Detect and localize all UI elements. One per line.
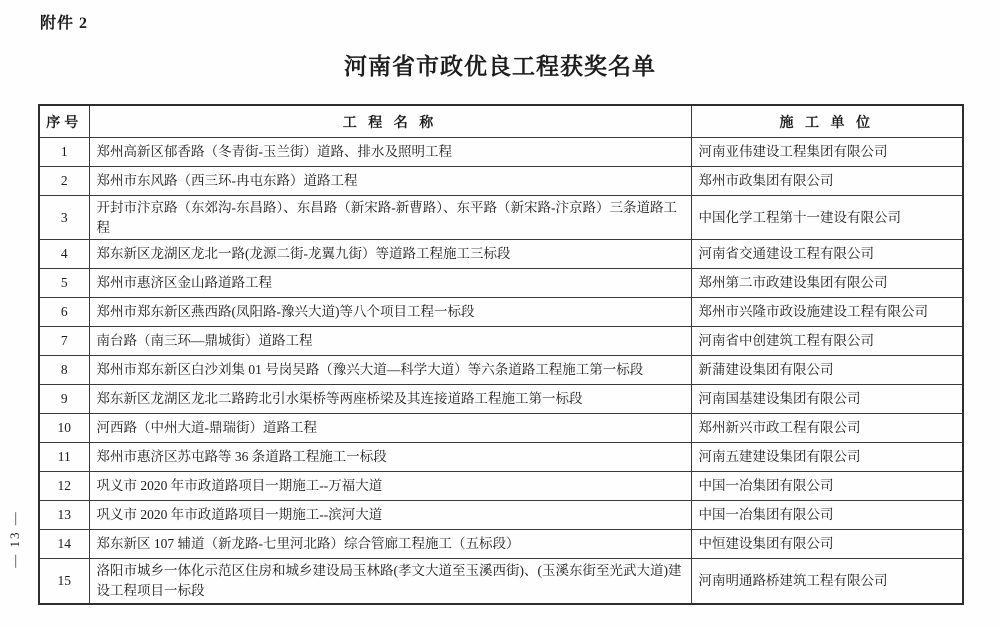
index-cell: 1: [39, 138, 89, 167]
header-unit: 施 工 单 位: [691, 105, 963, 138]
index-cell: 14: [39, 530, 89, 559]
unit-cell: 郑州第二市政建设集团有限公司: [691, 269, 963, 298]
unit-cell: 中恒建设集团有限公司: [691, 530, 963, 559]
project-cell: 郑州市郑东新区燕西路(凤阳路-豫兴大道)等八个项目工程一标段: [89, 298, 691, 327]
table-row: [39, 298, 963, 327]
table-row: [39, 385, 963, 414]
index-cell: 12: [39, 472, 89, 501]
unit-cell: 新蒲建设集团有限公司: [691, 356, 963, 385]
project-cell: 郑州市惠济区金山路道路工程: [89, 269, 691, 298]
project-cell: 郑东新区 107 辅道（新龙路-七里河北路）综合管廊工程施工（五标段）: [89, 530, 691, 559]
project-cell: 郑州市东风路（西三环-冉屯东路）道路工程: [89, 167, 691, 196]
unit-cell: 河南国基建设集团有限公司: [691, 385, 963, 414]
index-cell: 5: [39, 269, 89, 298]
index-cell: 3: [39, 196, 89, 240]
table-row: [39, 414, 963, 443]
unit-cell: 郑州市兴隆市政设施建设工程有限公司: [691, 298, 963, 327]
header-index: 序号: [39, 105, 89, 138]
page-number: — 13 —: [7, 510, 22, 568]
table-row: [39, 472, 963, 501]
unit-cell: 中国一冶集团有限公司: [691, 472, 963, 501]
table-row: [39, 559, 963, 604]
table-row: [39, 240, 963, 269]
page-title: 河南省市政优良工程获奖名单: [344, 54, 656, 79]
table-body: [39, 138, 963, 604]
index-cell: 2: [39, 167, 89, 196]
index-cell: 8: [39, 356, 89, 385]
table-row: [39, 167, 963, 196]
table-row: [39, 530, 963, 559]
project-cell: 巩义市 2020 年市政道路项目一期施工--万福大道: [89, 472, 691, 501]
index-cell: 10: [39, 414, 89, 443]
unit-cell: 河南五建建设集团有限公司: [691, 443, 963, 472]
index-cell: 13: [39, 501, 89, 530]
project-cell: 郑州市惠济区苏屯路等 36 条道路工程施工一标段: [89, 443, 691, 472]
unit-cell: 河南省交通建设工程有限公司: [691, 240, 963, 269]
table-row: [39, 196, 963, 240]
awards-table: [38, 104, 964, 605]
project-cell: 郑州高新区郁香路（冬青街-玉兰街）道路、排水及照明工程: [89, 138, 691, 167]
index-cell: 4: [39, 240, 89, 269]
table-header-row: [39, 105, 963, 138]
project-cell: 开封市汴京路（东郊沟-东昌路）、东昌路（新宋路-新曹路）、东平路（新宋路-汴京路）三条道路工程: [89, 196, 691, 240]
index-cell: 7: [39, 327, 89, 356]
unit-cell: 中国一冶集团有限公司: [691, 501, 963, 530]
project-cell: 郑东新区龙湖区龙北一路(龙源二街-龙翼九街）等道路工程施工三标段: [89, 240, 691, 269]
unit-cell: 郑州市政集团有限公司: [691, 167, 963, 196]
unit-cell: 中国化学工程第十一建设有限公司: [691, 196, 963, 240]
unit-cell: 郑州新兴市政工程有限公司: [691, 414, 963, 443]
index-cell: 11: [39, 443, 89, 472]
index-cell: 9: [39, 385, 89, 414]
table-row: [39, 501, 963, 530]
project-cell: 洛阳市城乡一体化示范区住房和城乡建设局玉林路(孝文大道至玉溪西街)、(玉溪东街至光武大道)建设工程项目一标段: [89, 559, 691, 604]
project-cell: 郑州市郑东新区白沙刘集 01 号岗吴路（豫兴大道—科学大道）等六条道路工程施工第一标段: [89, 356, 691, 385]
project-cell: 河西路（中州大道-鼎瑞街）道路工程: [89, 414, 691, 443]
unit-cell: 河南省中创建筑工程有限公司: [691, 327, 963, 356]
header-project: 工 程 名 称: [89, 105, 691, 138]
index-cell: 15: [39, 559, 89, 604]
table-row: [39, 269, 963, 298]
table-row: [39, 138, 963, 167]
table-row: [39, 327, 963, 356]
unit-cell: 河南明通路桥建筑工程有限公司: [691, 559, 963, 604]
project-cell: 巩义市 2020 年市政道路项目一期施工--滨河大道: [89, 501, 691, 530]
table-row: [39, 356, 963, 385]
unit-cell: 河南亚伟建设工程集团有限公司: [691, 138, 963, 167]
index-cell: 6: [39, 298, 89, 327]
project-cell: 南台路（南三环—鼎城街）道路工程: [89, 327, 691, 356]
project-cell: 郑东新区龙湖区龙北二路跨北引水渠桥等两座桥梁及其连接道路工程施工第一标段: [89, 385, 691, 414]
table-row: [39, 443, 963, 472]
attachment-label: 附件 2: [40, 15, 89, 32]
